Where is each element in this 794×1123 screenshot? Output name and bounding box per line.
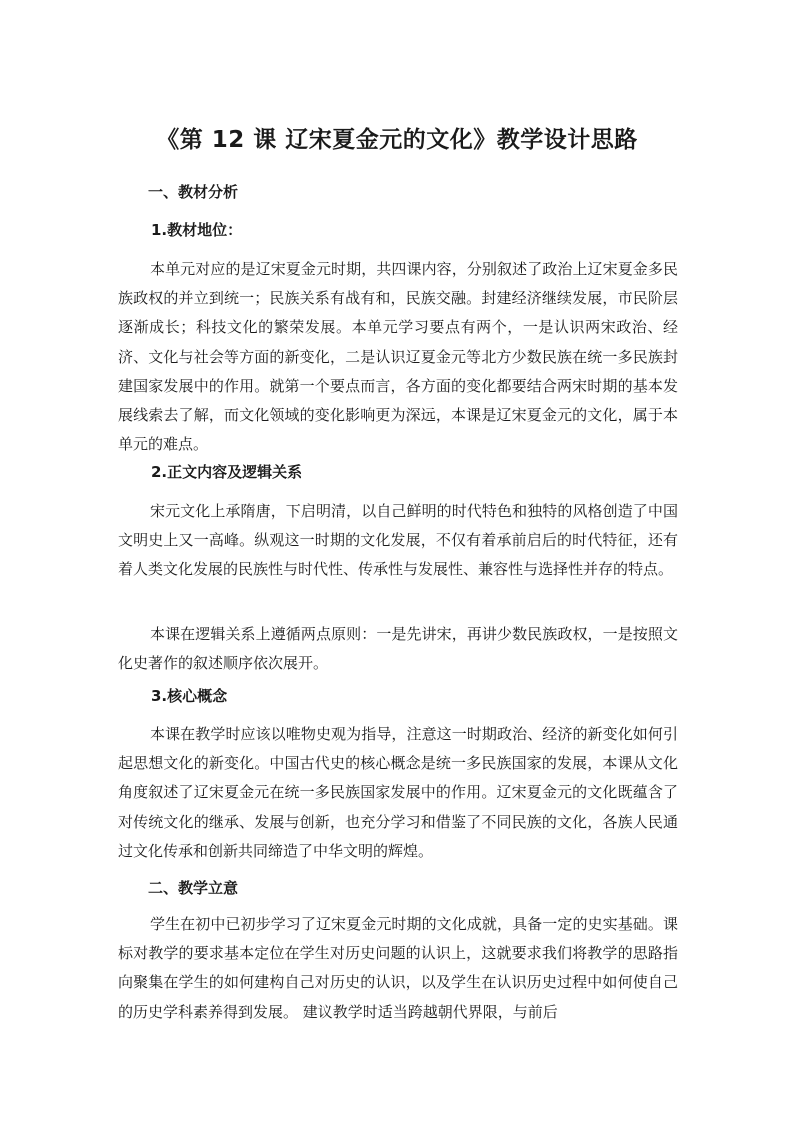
paragraph-core-concept: 本课在教学时应该以唯物史观为指导，注意这一时期政治、经济的新变化如何引起思想文化的新变化。中国古代史的核心概念是统一多民族国家的发展，本课从文化角度叙述了辽宋夏金元在统一多民族国家发展中的作用。辽宋夏金元的文化既蕴含了对传统文化的继承、发展与创新，也充分学习和借鉴了不同民族的文化，各族人民通过文化传承和创新共同缔造了中华文明的辉煌。 [118,725,678,860]
paragraph-teaching-intent: 学生在初中已初步学习了辽宋夏金元时期的文化成就，具备一定的史实基础。课标对教学的要求基本定位在学生对历史问题的认识上，这就要求我们将教学的思路指向聚集在学生的如何建构自己对历史的认识，以及学生在认识历史过程中如何使自己的历史学科素养得到发展。 建议教学时适当跨越朝代界限，与前后 [118,915,678,1021]
subsection-heading-logic: 2.正文内容及逻辑关系 [151,463,303,481]
paragraph-logic-2: 本课在逻辑关系上遵循两点原则：一是先讲宋，再讲少数民族政权，一是按照文化史著作的叙述顺序依次展开。 [118,625,678,673]
paragraph-logic-1: 宋元文化上承隋唐，下启明清，以自己鲜明的时代特色和独特的风格创造了中国文明史上又一高峰。纵观这一时期的文化发展，不仅有着承前启后的时代特征，还有着人类文化发展的民族性与时代性、传承性与发展性、兼容性与选择性并存的特点。 [118,502,678,579]
document-title: 《第 12 课 辽宋夏金元的文化》教学设计思路 [156,127,638,153]
section-heading-teaching-intent: 二、教学立意 [148,879,239,897]
section-heading-materials: 一、教材分析 [148,183,239,201]
subsection-heading-status: 1.教材地位： [151,221,243,239]
paragraph-status: 本单元对应的是辽宋夏金元时期，共四课内容，分别叙述了政治上辽宋夏金多民族政权的并立到统一；民族关系有战有和，民族交融。封建经济继续发展，市民阶层逐渐成长；科技文化的繁荣发展。本单元学习要点有两个，一是认识两宋政治、经济、文化与社会等方面的新变化，二是认识辽夏金元等北方少数民族在统一多民族封建国家发展中的作用。就第一个要点而言，各方面的变化都要结合两宋时期的基本发展线索去了解，而文化领域的变化影响更为深远，本课是辽宋夏金元的文化，属于本单元的难点。 [118,260,678,454]
subsection-heading-core-concept: 3.核心概念 [151,687,228,705]
